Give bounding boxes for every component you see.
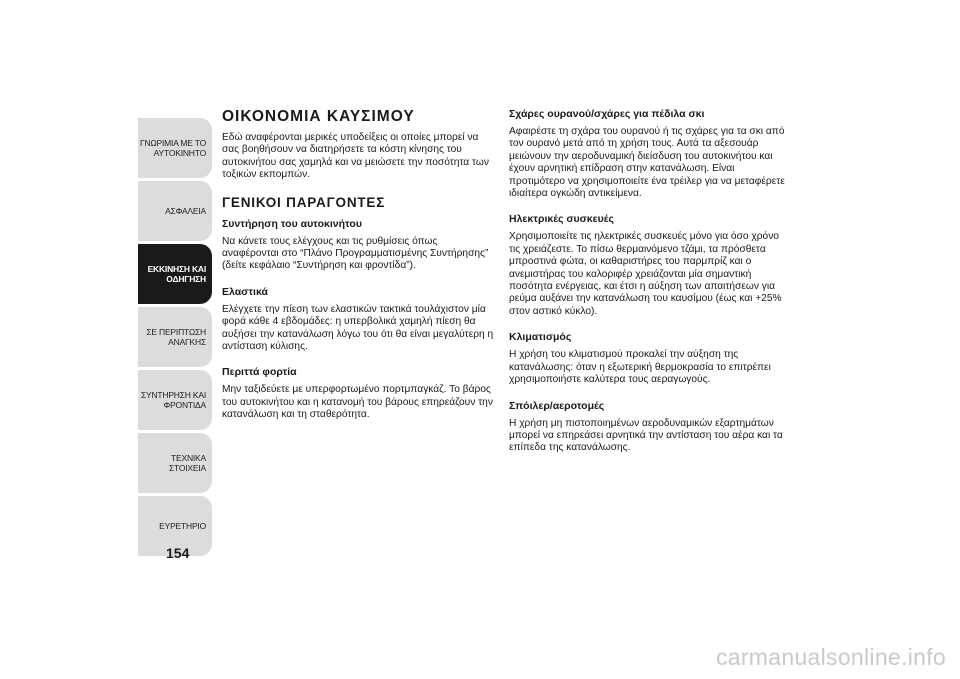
left-column — [222, 108, 494, 435]
section-heading: Σχάρες ουρανού/σχάρες για πέδιλα σκι — [509, 108, 705, 120]
section-text: Μην ταξιδεύετε με υπερφορτωμένο πορτμπαγκάζ. Το βάρος του αυτοκινήτου και η κατανομή του βάρους επηρεάζουν την κατανάλωση και τη σταθερότητα. — [222, 384, 493, 421]
section-heading: Ηλεκτρικές συσκευές — [509, 213, 614, 226]
tab-maintenance-and-care[interactable]: ΣΥΝΤΗΡΗΣΗ ΚΑΙ ΦΡΟΝΤΙΔΑ — [138, 370, 212, 430]
section-spoilers — [509, 400, 789, 455]
section-maintenance — [222, 218, 494, 273]
section-heading: Συντήρηση του αυτοκινήτου — [222, 217, 362, 230]
section-text: Η χρήση μη πιστοποιημένων αεροδυναμικών εξαρτημάτων μπορεί να επηρεάσει αρνητικά την αντίσταση του αέρα και τα επίπεδα της κατανάλωσης. — [509, 417, 783, 454]
section-roof-racks — [509, 108, 789, 200]
page-title: ΟΙΚΟΝΟΜΙΑ ΚΑΥΣΙΜΟΥ — [222, 108, 415, 125]
tab-in-emergency[interactable]: ΣΕ ΠΕΡΙΠΤΩΣΗ ΑΝΑΓΚΗΣ — [138, 307, 212, 367]
section-text: Να κάνετε τους ελέγχους και τις ρυθμίσεις όπως αναφέρονται στο “Πλάνο Προγραμματισμένης Συντήρησης” (δείτε κεφάλαιο “Συντήρηση και φροντίδα”). — [222, 235, 489, 272]
section-title: ΓΕΝΙΚΟΙ ΠΑΡΑΓΟΝΤΕΣ — [222, 194, 386, 210]
intro-paragraph: Εδώ αναφέρονται μερικές υποδείξεις οι οποίες μπορεί να σας βοηθήσουν να διατηρήσετε τα κόστη κίνησης του αυτοκινήτου σας χαμηλά και να μειώσετε την ποσότητα των τοξικών εκπομπών. — [222, 132, 489, 181]
section-heading: Κλιματισμός — [509, 331, 572, 344]
tab-technical-specifications[interactable]: ΤΕΧΝΙΚΑ ΣΤΟΙΧΕΙΑ — [138, 433, 212, 493]
section-text: Ελέγχετε την πίεση των ελαστικών τακτικά τουλάχιστον μία φορά κάθε 4 εβδομάδες: η υπερβολικά χαμηλή πίεση θα αυξήσει την κατανάλωση λόγω του ότι θα είναι μεγαλύτερη η αντίσταση κύλισης. — [222, 303, 494, 353]
section-heading: Σπόιλερ/αεροτομές — [509, 399, 605, 412]
chapter-tabs — [138, 118, 212, 559]
tab-index[interactable]: ΕΥΡΕΤΗΡΙΟ — [138, 496, 212, 556]
right-column — [509, 108, 789, 468]
page-number: 154 — [166, 545, 190, 561]
section-unnecessary-loads — [222, 366, 494, 421]
watermark: carmanualsonline.info — [715, 644, 946, 670]
section-electrical-devices — [509, 213, 789, 318]
section-heading: Ελαστικά — [222, 285, 268, 298]
section-air-conditioning — [509, 331, 789, 386]
section-text: Χρησιμοποιείτε τις ηλεκτρικές συσκευές μόνο για όσο χρόνο τις χρειάζεστε. Το πίσω θερμαινόμενο τζάμι, τα πρόσθετα μπροστινά φώτα, οι καθαριστήρες του παρμπρίζ και ο ανεμιστήρας του καλοριφέρ χρειάζονται μία σημαντική ποσότητα ενέργειας, και έτσι η αύξηση των απαιτήσεων για ρεύμα αυξάνει την κατανάλωση του καυσίμου (έως και +25% στον αστικό κύκλο). — [509, 231, 782, 317]
section-heading: Περιττά φορτία — [222, 366, 297, 379]
section-tyres — [222, 286, 494, 354]
tab-starting-and-driving[interactable]: ΕΚΚΙΝΗΣΗ ΚΑΙ ΟΔΗΓΗΣΗ — [138, 244, 212, 304]
tab-getting-to-know-car[interactable]: ΓΝΩΡΙΜΙΑ ΜΕ ΤΟ ΑΥΤΟΚΙΝΗΤΟ — [138, 118, 212, 178]
section-text: Η χρήση του κλιματισμού προκαλεί την αύξηση της κατανάλωσης: όταν η εξωτερική θερμοκρασία το επιτρέπει χρησιμοποιήστε καλύτερα τους αεραγωγούς. — [509, 349, 771, 386]
section-text: Αφαιρέστε τη σχάρα του ουρανού ή τις σχάρες για τα σκι από τον ουρανό μετά από τη χρήση τους. Αυτά τα αξεσουάρ μειώνουν την αεροδυναμική διείσδυση του αυτοκινήτου και έχουν αρνητική επίδραση στην κατανάλωση. Είναι προτιμότερο να χρησιμοποιείτε ένα τρέιλερ για να μεταφέρετε ιδιαίτερα ογκώδη αντικείμενα. — [509, 126, 785, 200]
tab-safety[interactable]: ΑΣΦΑΛΕΙΑ — [138, 181, 212, 241]
